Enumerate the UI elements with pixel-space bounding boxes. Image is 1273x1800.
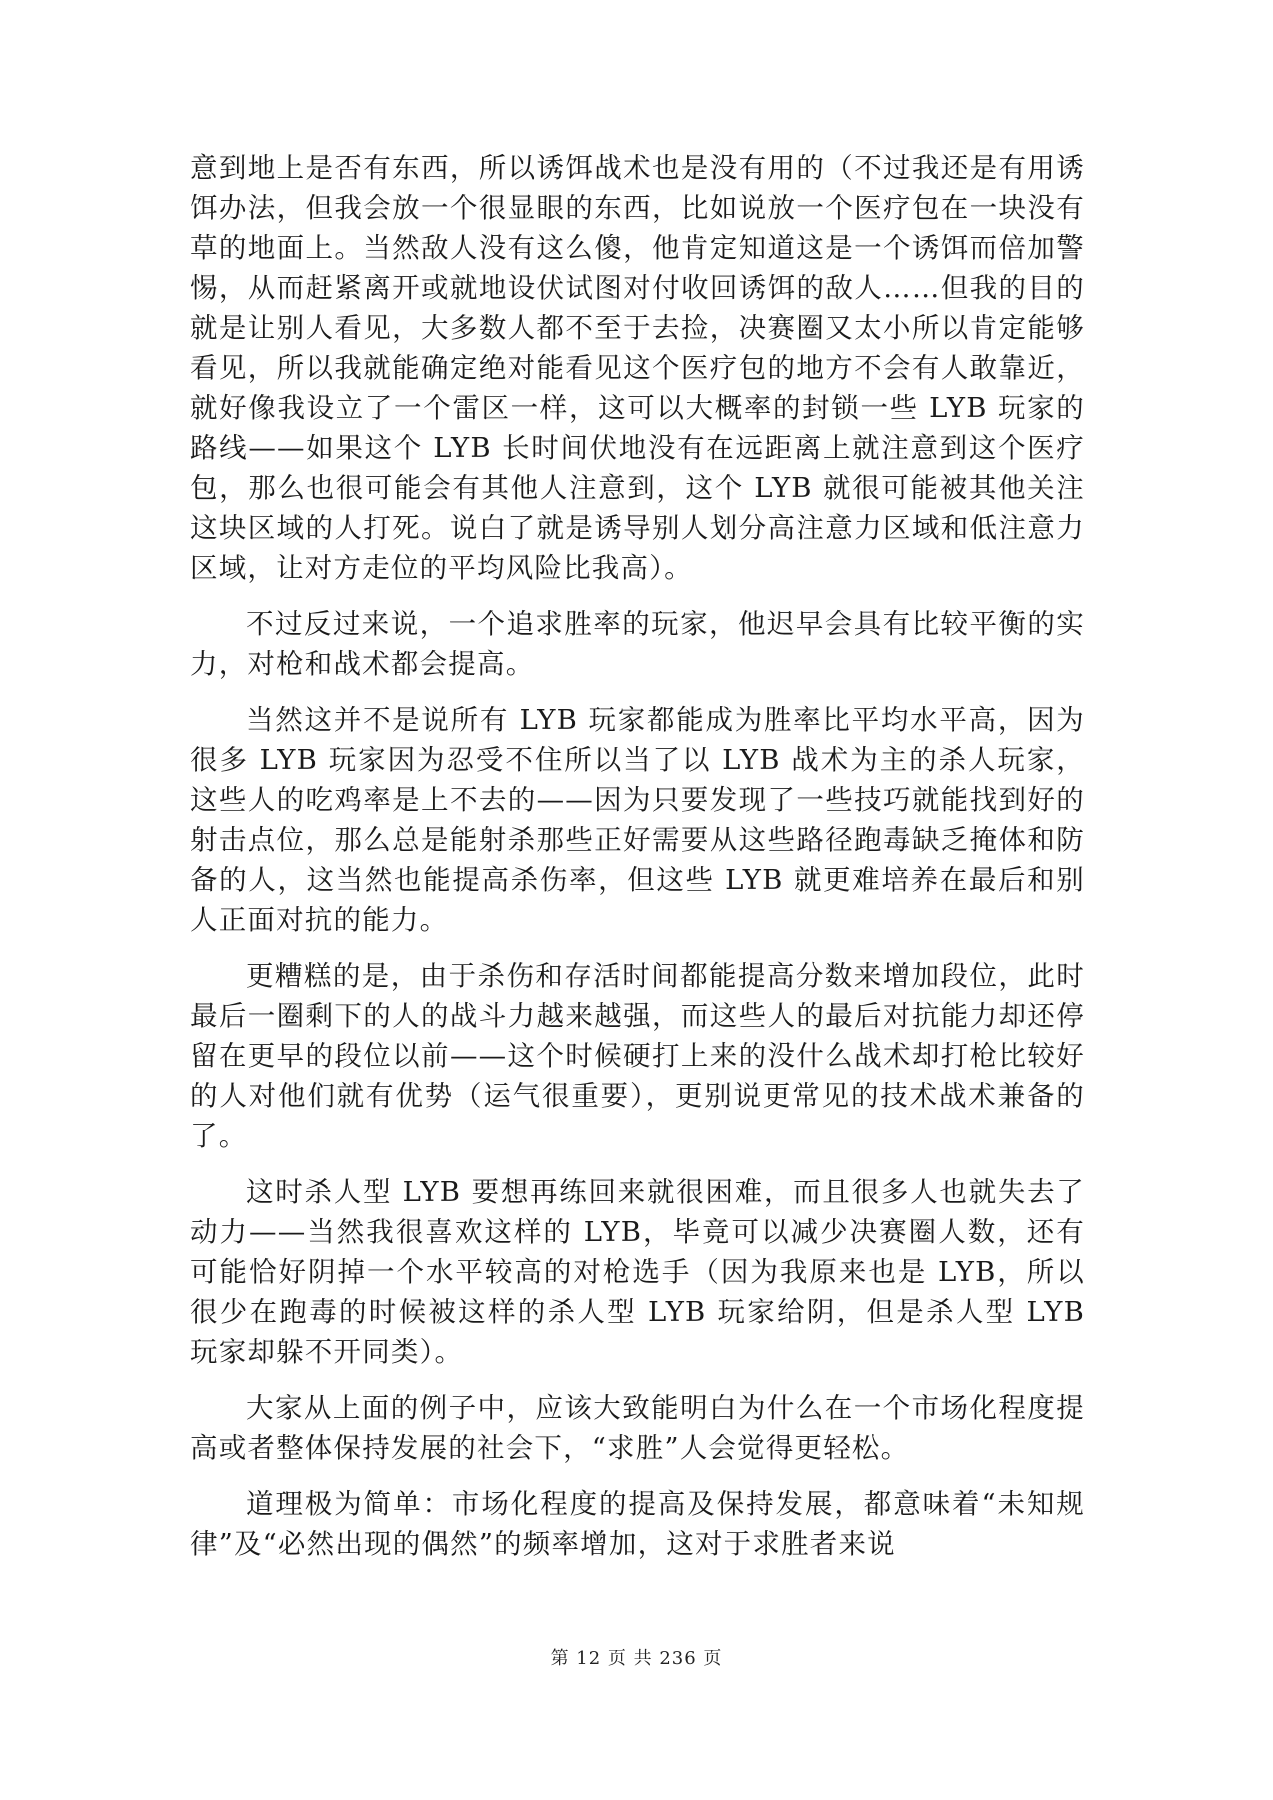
document-body <box>190 148 1085 1628</box>
paragraph-6: 大家从上面的例子中，应该大致能明白为什么在一个市场化程度提高或者整体保持发展的社会下，“求胜”人会觉得更轻松。 <box>190 1392 1085 1464</box>
page-number-footer: 第 12 页 共 236 页 <box>550 1648 723 1669</box>
paragraph-2: 不过反过来说，一个追求胜率的玩家，他迟早会具有比较平衡的实力，对枪和战术都会提高。 <box>190 608 1085 680</box>
paragraph-7: 道理极为简单：市场化程度的提高及保持发展，都意味着“未知规律”及“必然出现的偶然”的频率增加，这对于求胜者来说 <box>190 1488 1085 1560</box>
paragraph-1: 意到地上是否有东西，所以诱饵战术也是没有用的（不过我还是有用诱饵办法，但我会放一个很显眼的东西，比如说放一个医疗包在一块没有草的地面上。当然敌人没有这么傻，他肯定知道这是一个诱饵而倍加警惕，从而赶紧离开或就地设伏试图对付收回诱饵的敌人……但我的目的就是让别人看见，大多数人都不至于去捡，决赛圈又太小所以肯定能够看见，所以我就能确定绝对能看见这个医疗包的地方不会有人敢靠近，就好像我设立了一个雷区一样，这可以大概率的封锁一些 LYB 玩家的路线——如果这个 LYB 长时间伏地没有在远距离上就注意到这个医疗包，那么也很可能会有其他人注意到，这个 LYB 就很可能被其他关注这块区域的人打死。说白了就是诱导别人划分高注意力区域和低注意力区域，让对方走位的平均风险比我高）。 <box>190 152 1085 584</box>
paragraph-5: 这时杀人型 LYB 要想再练回来就很困难，而且很多人也就失去了动力——当然我很喜欢这样的 LYB，毕竟可以减少决赛圈人数，还有可能恰好阴掉一个水平较高的对枪选手（因为我原来也是 LYB，所以很少在跑毒的时候被这样的杀人型 LYB 玩家给阴，但是杀人型 LYB 玩家却躲不开同类）。 <box>190 1176 1085 1368</box>
paragraph-4: 更糟糕的是，由于杀伤和存活时间都能提高分数来增加段位，此时最后一圈剩下的人的战斗力越来越强，而这些人的最后对抗能力却还停留在更早的段位以前——这个时候硬打上来的没什么战术却打枪比较好的人对他们就有优势（运气很重要），更别说更常见的技术战术兼备的了。 <box>190 960 1085 1152</box>
paragraph-3: 当然这并不是说所有 LYB 玩家都能成为胜率比平均水平高，因为很多 LYB 玩家因为忍受不住所以当了以 LYB 战术为主的杀人玩家，这些人的吃鸡率是上不去的——因为只要发现了一些技巧就能找到好的射击点位，那么总是能射杀那些正好需要从这些路径跑毒缺乏掩体和防备的人，这当然也能提高杀伤率，但这些 LYB 就更难培养在最后和别人正面对抗的能力。 <box>190 704 1085 936</box>
